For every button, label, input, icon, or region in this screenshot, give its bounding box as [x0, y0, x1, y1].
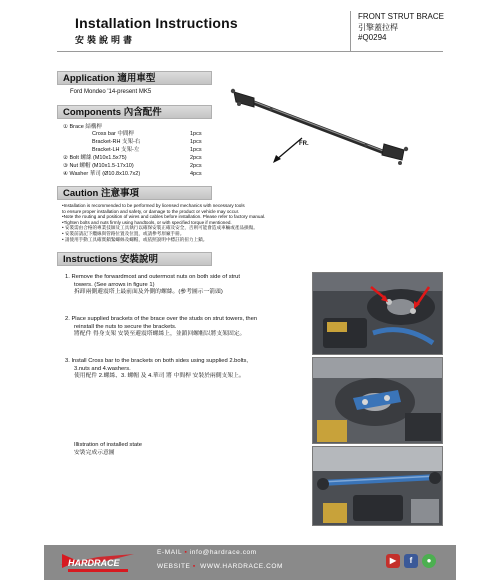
wechat-icon[interactable]: ● [422, 554, 436, 568]
product-name-cn: 引擎蓋拉桿 [358, 22, 398, 32]
photo-bracket-installed [312, 357, 443, 444]
instruction-step-3 [65, 358, 290, 381]
caution-line: •Installation is recommended to be performed by licensed mechanics with necessary tools [62, 203, 245, 208]
header-rule [57, 51, 443, 52]
component-qty: 2pcs [190, 155, 202, 161]
step-text: towers. (See arrows in figure 1) [74, 281, 155, 288]
component-item: Bracket-LH 支架-左 [92, 147, 140, 153]
application-vehicle: Ford Mondeo '14-present MK5 [70, 89, 152, 95]
instruction-step-1 [65, 274, 290, 297]
caution-line: to ensure proper installation and safety, or damage to the product or vehicle may occur. [62, 208, 240, 214]
photo-installed-state [312, 446, 443, 526]
component-item: Bracket-RH 支架-右 [92, 139, 141, 145]
instruction-illustration-caption [74, 442, 299, 457]
email-label: E-MAIL [157, 549, 183, 556]
component-item: ③ Nut 螺帽 (M10x1.5-17x10) [63, 163, 134, 169]
step-text-cn: 將配件 得身支架 安裝至避震塔螺絲上，並鎖回螺帽以將支架固定。 [74, 331, 246, 338]
page-title: Installation Instructions [75, 15, 238, 31]
website-value: WWW.HARDRACE.COM [200, 563, 284, 570]
component-qty: 2pcs [190, 163, 202, 169]
caution-line: • 請使用手動工具確實鎖緊螺絲及螺帽，或依照說明中標註的扭力上鎖。 [62, 236, 208, 242]
caution-line: •Tighten bolts and nuts firmly using handtools, or with specified torque if mentioned. [62, 219, 232, 225]
website-label: WEBSITE [157, 563, 191, 570]
component-item: ② Bolt 螺絲 (M10x1.5x75) [63, 155, 127, 161]
caution-line: •Note the routing and position of wires and cables before installation. Please refer to factory manual. [62, 214, 266, 220]
component-qty: 1pcs [190, 139, 202, 145]
component-qty: 4pcs [190, 171, 202, 177]
step-text: 2. Place supplied brackets of the brace over the studs on strut towers, then [65, 316, 258, 322]
step-text-cn: 使用配件 2.螺絲、3. 螺帽 及 4.華司 將 中間桿 安裝於兩側支架上。 [74, 373, 245, 380]
caution-line: • 安裝前請記下纜線與管路位置及位置，或請參考原廠手冊。 [62, 230, 185, 236]
bullet-icon: ▪ [192, 563, 196, 570]
caution-heading: Caution 注意事項 [57, 186, 212, 200]
brand-wordmark: HARDRACE [68, 558, 120, 568]
youtube-icon[interactable]: ▶ [386, 554, 400, 568]
photo-strut-tower-nuts [312, 272, 443, 355]
component-item: Cross bar 中間桿 [92, 131, 134, 137]
component-item: ④ Washer 華司 (Ø10.8x10.7x2) [63, 171, 141, 177]
footer-website[interactable] [157, 563, 283, 570]
step-text: 3. Install Cross bar to the brackets on both sides using supplied 2.bolts, [65, 358, 249, 364]
step-text: Illistration of installed state [74, 442, 142, 448]
facebook-icon[interactable]: f [404, 554, 418, 568]
product-info [358, 12, 444, 44]
hardrace-logo [58, 551, 136, 575]
step-text: reinstall the nuts to secure the brackets. [74, 323, 177, 330]
strut-brace-diagram [224, 76, 414, 176]
instructions-heading: Instructions 安裝說明 [57, 252, 212, 266]
header-divider [350, 11, 351, 51]
diagram-label-fr: FR. [299, 141, 309, 147]
component-item: ① Brace 結構桿 [63, 124, 102, 130]
component-qty: 1pcs [190, 147, 202, 153]
page-subtitle: 安裝說明書 [75, 35, 136, 45]
step-text: 1. Remove the forwardmost and outermost nuts on both side of strut [65, 274, 240, 280]
product-name: FRONT STRUT BRACE [358, 12, 444, 21]
component-qty: 1pcs [190, 131, 202, 137]
part-number: #Q0294 [358, 33, 387, 42]
email-value: info@hardrace.com [189, 549, 257, 556]
instruction-step-2 [65, 316, 290, 339]
footer-email[interactable] [157, 549, 257, 556]
step-text: 3.nuts and 4.washers. [74, 365, 131, 372]
components-heading: Components 內含配件 [57, 105, 212, 119]
caution-text [62, 203, 307, 242]
step-text-cn: 安裝完成示意圖 [74, 449, 115, 456]
caution-line: • 安裝需由合格的專業技師及工具執行以確保安裝正確及安全，否則可能會造成車輛或產品損傷。 [62, 225, 258, 231]
step-text-cn: 拆卸兩側避震塔上最前面及外側的螺絲。(參考圖示一箭頭) [74, 289, 223, 296]
bullet-icon: ▪ [184, 549, 188, 556]
application-heading: Application 適用車型 [57, 71, 212, 85]
